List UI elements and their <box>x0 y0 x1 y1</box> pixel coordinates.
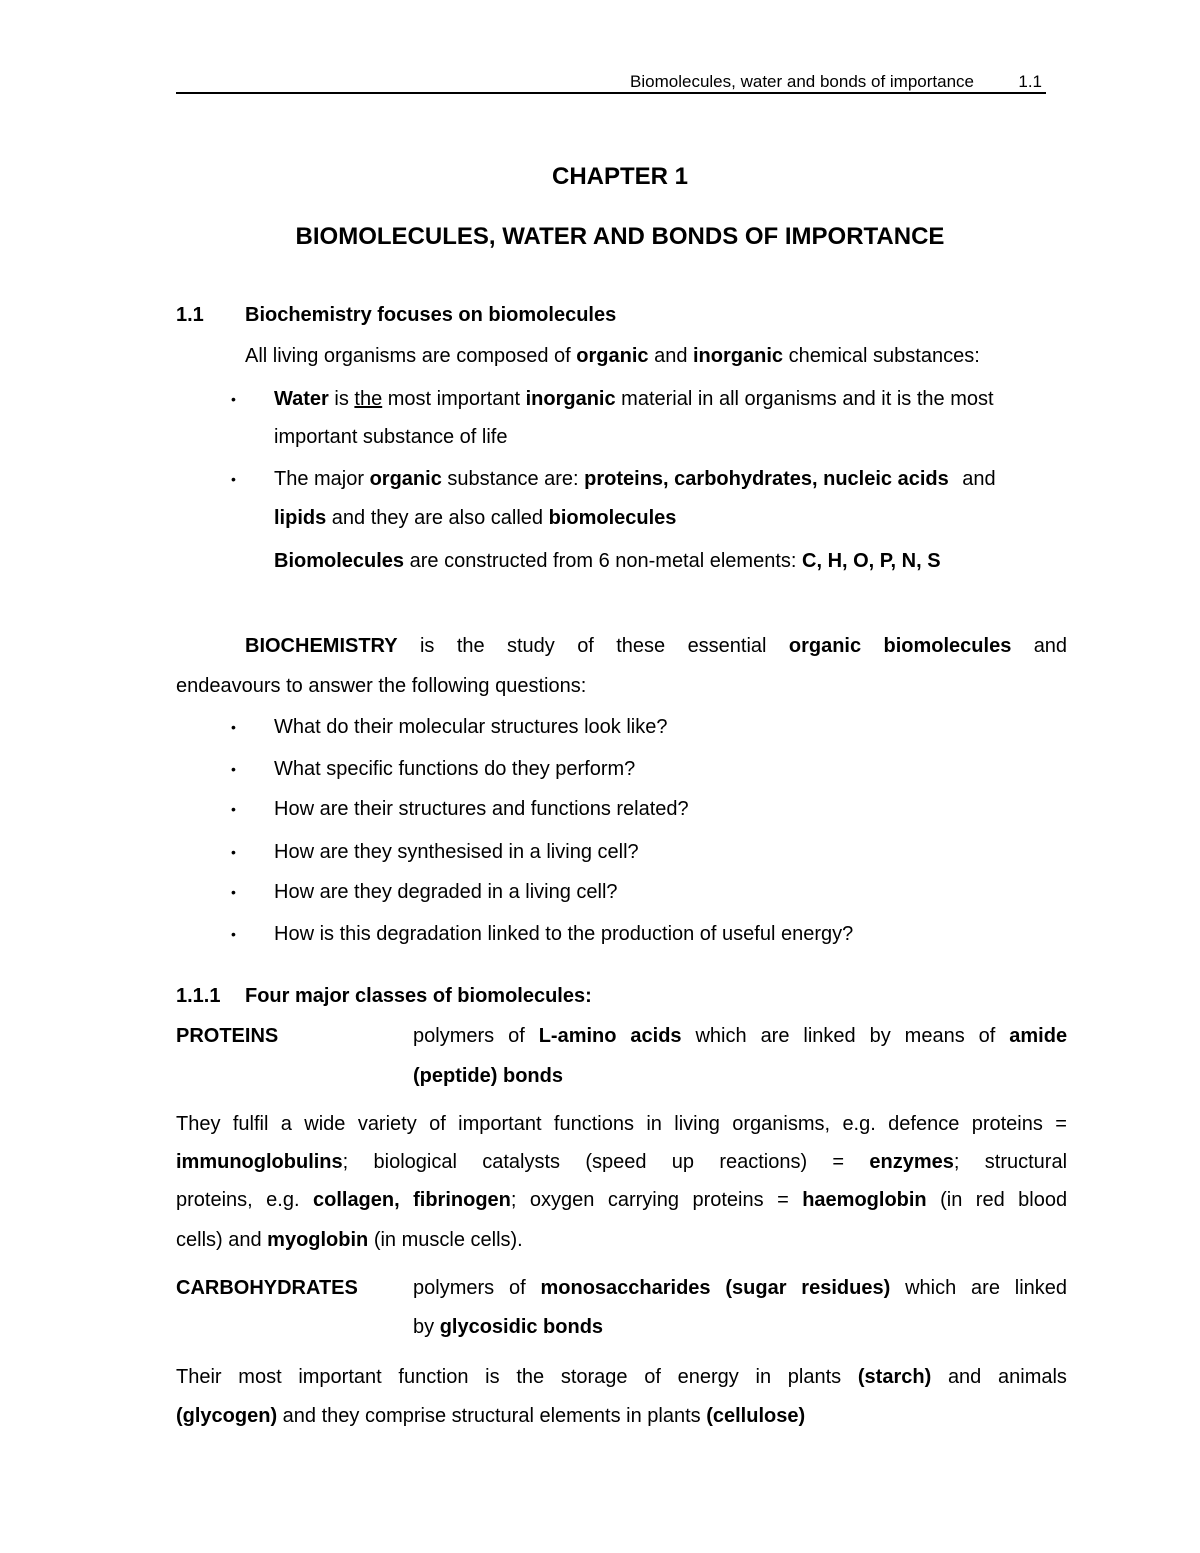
proteins-definition: polymers of L-amino acids which are linked by means of amide <box>413 1025 1068 1047</box>
proteins-paragraph-line: proteins, e.g. collagen, fibrinogen; oxygen carrying proteins = haemoglobin (in red blood <box>176 1189 1068 1211</box>
header-title: Biomolecules, water and bonds of importance <box>630 72 974 91</box>
question-item: How are their structures and functions related? <box>274 798 689 820</box>
carbohydrates-definition: polymers of monosaccharides (sugar residues) which are linked <box>413 1277 1068 1299</box>
bullet: • <box>231 801 236 817</box>
bullet: • <box>231 844 236 860</box>
page-header <box>176 72 1046 94</box>
bullet: • <box>231 926 236 942</box>
bullet: • <box>231 719 236 735</box>
question-item: How are they degraded in a living cell? <box>274 881 618 903</box>
carbohydrates-definition-continued: by glycosidic bonds <box>413 1316 604 1338</box>
question-item: How is this degradation linked to the production of useful energy? <box>274 923 854 945</box>
intro-paragraph: All living organisms are composed of organic and inorganic chemical substances: <box>245 345 980 367</box>
term-proteins: PROTEINS <box>176 1025 279 1047</box>
carbohydrates-paragraph: Their most important function is the storage of energy in plants (starch) and animals <box>176 1366 1067 1388</box>
list-item-continued: important substance of life <box>274 426 508 448</box>
subsection-title: Four major classes of biomolecules: <box>245 985 592 1007</box>
chapter-title: BIOMOLECULES, WATER AND BONDS OF IMPORTANCE <box>295 223 945 250</box>
proteins-paragraph-line: immunoglobulins; biological catalysts (speed up reactions) = enzymes; structural <box>176 1151 1068 1173</box>
question-item: What specific functions do they perform? <box>274 758 636 780</box>
carbohydrates-paragraph-end: (glycogen) and they comprise structural elements in plants (cellulose) <box>176 1405 806 1427</box>
bullet: • <box>231 471 236 487</box>
term-carbohydrates: CARBOHYDRATES <box>176 1277 358 1299</box>
bullet: • <box>231 761 236 777</box>
question-item: What do their molecular structures look like? <box>274 716 668 738</box>
section-number: 1.1 <box>176 304 204 326</box>
section-title: Biochemistry focuses on biomolecules <box>245 304 617 326</box>
question-item: How are they synthesised in a living cell? <box>274 841 639 863</box>
list-item-continued: lipids and they are also called biomolecules <box>274 507 677 529</box>
biochemistry-paragraph-continued: endeavours to answer the following questions: <box>176 675 587 697</box>
proteins-paragraph: They fulfil a wide variety of important functions in living organisms, e.g. defence proteins = <box>176 1113 1067 1135</box>
chapter-label: CHAPTER 1 <box>551 163 689 190</box>
proteins-definition-continued: (peptide) bonds <box>413 1065 563 1087</box>
subsection-number: 1.1.1 <box>176 985 221 1007</box>
list-item: Water is the most important inorganic material in all organisms and it is the most <box>274 388 994 410</box>
bullet: • <box>231 391 236 407</box>
header-page-number: 1.1 <box>1018 72 1042 91</box>
bullet: • <box>231 884 236 900</box>
biochemistry-paragraph: BIOCHEMISTRY is the study of these essential organic biomolecules and <box>245 635 1068 657</box>
biomolecules-elements: Biomolecules are constructed from 6 non-metal elements: C, H, O, P, N, S <box>274 550 941 572</box>
proteins-paragraph-end: cells) and myoglobin (in muscle cells). <box>176 1229 523 1251</box>
list-item: The major organic substance are: proteins, carbohydrates, nucleic acids and <box>274 468 996 490</box>
